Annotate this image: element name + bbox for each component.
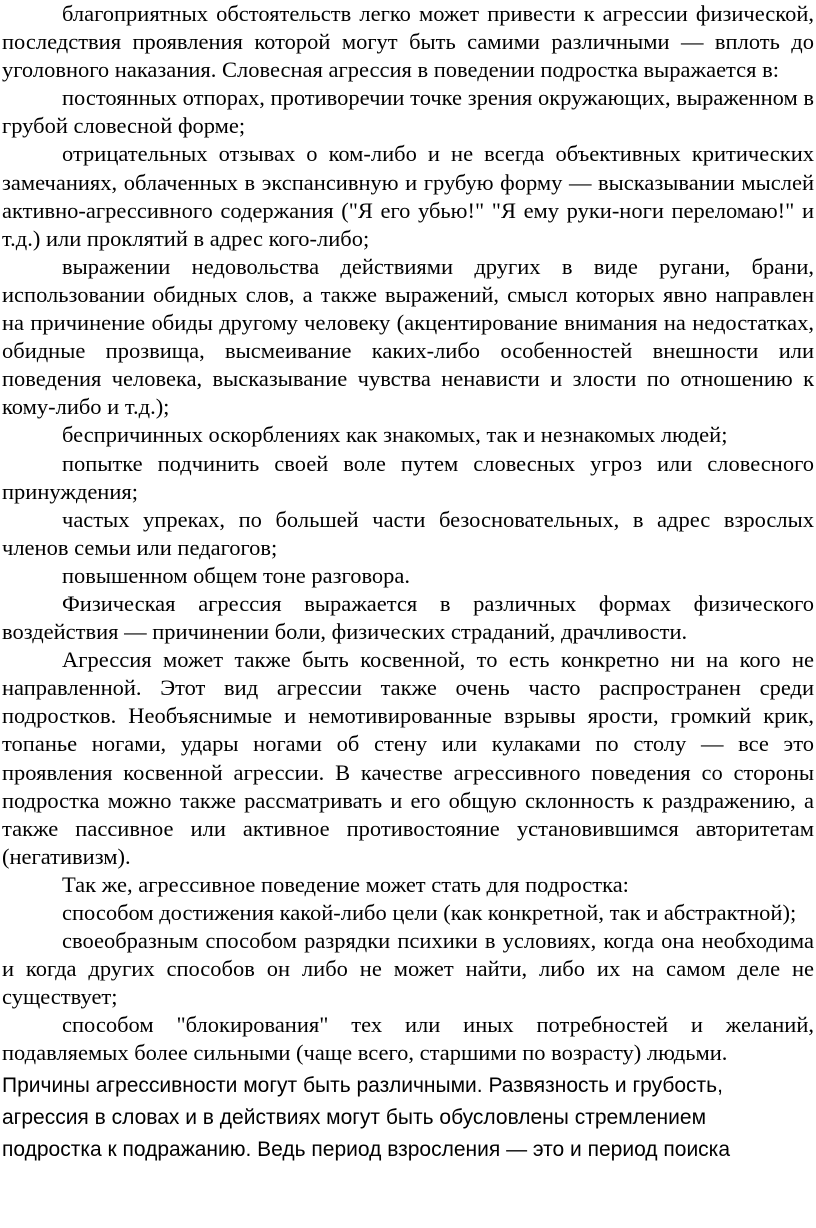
closing-line: подростка к подражанию. Ведь период взросления — это и период поиска xyxy=(2,1137,730,1161)
paragraph-list-item: своеобразным способом разрядки психики в условиях, когда она необходима и когда других способов он либо не может найти, либо их на самом деле не существует; xyxy=(2,928,814,1010)
paragraph-list-item: способом достижения какой-либо цели (как конкретной, так и абстрактной); xyxy=(62,900,797,925)
paragraph-list-item: отрицательных отзывах о ком-либо и не всегда объективных критических замечаниях, облаченных в экспансивную и грубую форму — высказывании мыслей активно-агрессивного содержания ("Я его убью!" "Я ему руки-ноги переломаю!" и т.д.) или проклятий в адрес кого-либо; xyxy=(2,141,814,251)
paragraph-list-item: беспричинных оскорблениях как знакомых, так и незнакомых людей; xyxy=(62,422,728,448)
paragraph-list-item: повышенном общем тоне разговора. xyxy=(62,562,411,588)
paragraph-list-item: частых упреках, по большей части безосновательных, в адрес взрослых членов семьи или педагогов; xyxy=(2,506,814,560)
paragraph-indirect-aggression: Агрессия может также быть косвенной, то есть конкретно ни на кого не направленной. Этот вид агрессии также очень часто распространен среди подростков. Необъяснимые и немотивированные взрывы ярости, громкий крик, топанье ногами, удары ногами об стену или кулаками по столу — все это проявления косвенной агрессии. В качестве агрессивного поведения со стороны подростка можно также рассматривать и его общую склонность к раздражению, а также пассивное или активное противостояние установившимся авторитетам (негативизм). xyxy=(2,647,814,869)
closing-line: агрессия в словах и в действиях могут быть обусловлены стремлением xyxy=(2,1105,707,1129)
closing-text xyxy=(2,1070,814,1166)
main-text xyxy=(2,0,814,1068)
paragraph-intro: благоприятных обстоятельств легко может привести к агрессии физической, последствия проявления которой могут быть самими различными — вплоть до уголовного наказания. Словесная агрессия в поведении подростка выражается в: xyxy=(2,1,814,83)
paragraph-list-item: выражении недовольства действиями других в виде ругани, брани, использовании обидных слов, а также выражений, смысл которых явно направлен на причинение обиды другому человеку (акцентирование внимания на недостатках, обидные прозвища, высмеивание каких-либо особенностей внешности или поведения человека, высказывание чувства ненависти и злости по отношению к кому-либо и т.д.); xyxy=(2,253,814,420)
paragraph-list-item: способом "блокирования" тех или иных потребностей и желаний, подавляемых более сильными (чаще всего, старшими по возрасту) людьми. xyxy=(2,1012,814,1066)
paragraph-behavior-intro: Так же, агрессивное поведение может стать для подростка: xyxy=(62,871,629,897)
paragraph-physical-aggression: Физическая агрессия выражается в различных формах физического воздействия — причинении боли, физических страданий, драчливости. xyxy=(2,590,814,645)
paragraph-list-item: попытке подчинить своей воле путем словесных угроз или словесного принуждения; xyxy=(2,450,814,504)
closing-line: Причины агрессивности могут быть различными. Развязность и грубость, xyxy=(2,1073,723,1097)
paragraph-list-item: постоянных отпорах, противоречии точке зрения окружающих, выраженном в грубой словесной форме; xyxy=(2,85,814,139)
